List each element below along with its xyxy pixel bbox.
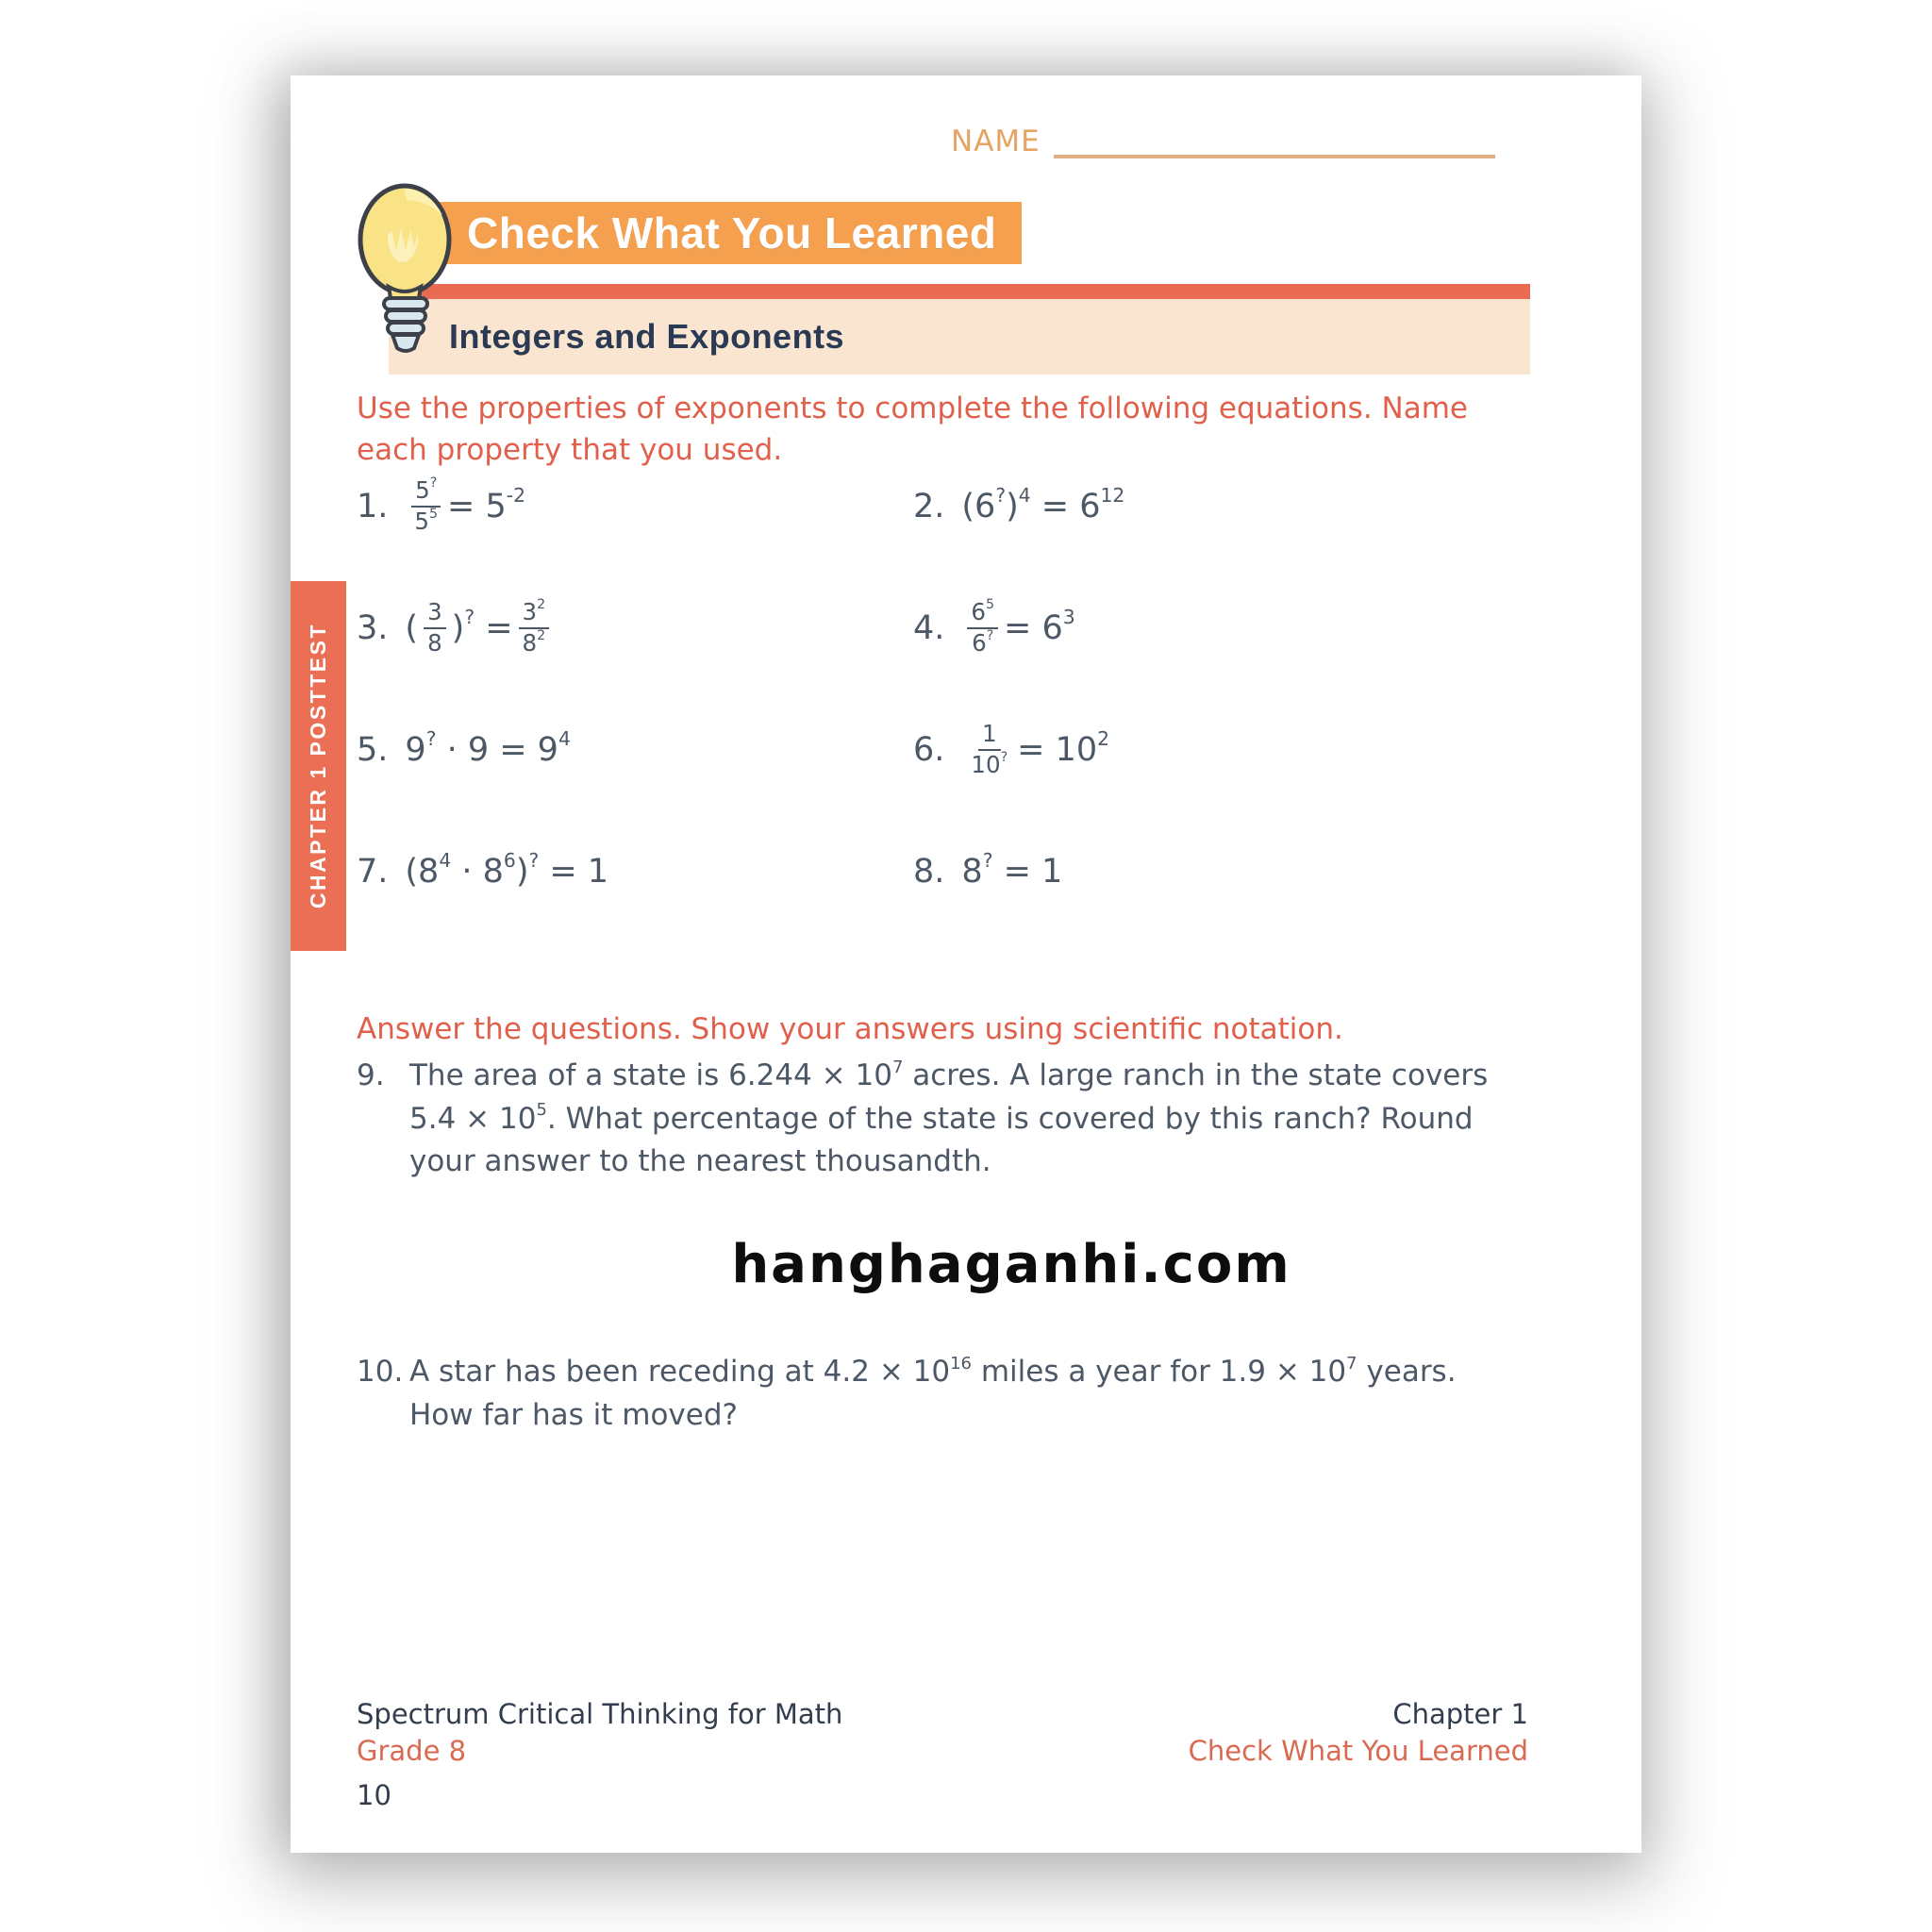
name-label: NAME xyxy=(951,125,1041,158)
equation-problem xyxy=(913,848,1536,891)
problems-grid xyxy=(357,445,1536,932)
word-problem-text: A star has been receding at $4.2 \times 10^{16}$ miles a year for $1.9 \times 10^7$ years. How far has it moved? xyxy=(409,1353,1457,1432)
equation: $(6^?)^4 = 6^{12}$ xyxy=(961,483,1125,525)
lightbulb-icon xyxy=(357,181,457,375)
equation-problem xyxy=(357,726,913,769)
equation: $\frac{5^?}{5^5}$ = $5^{-2}$ xyxy=(405,477,525,536)
word-problem-10 xyxy=(357,1351,1503,1437)
equation: $(8^4 \cdot 8^6)^? = 1$ xyxy=(405,848,609,891)
footer-chapter: Chapter 1 xyxy=(1392,1698,1528,1730)
problem-number: 4. xyxy=(913,608,945,647)
fraction: $\frac{3^2}{8^2}$ xyxy=(519,599,550,658)
divider-stripe xyxy=(415,284,1530,299)
problem-number: 7. xyxy=(357,852,389,891)
problem-number: 9. xyxy=(357,1058,385,1092)
footer-series-title: Spectrum Critical Thinking for Math xyxy=(357,1698,843,1730)
name-field-row xyxy=(951,125,1555,158)
equation-problem xyxy=(913,721,1536,779)
problem-number: 8. xyxy=(913,852,945,891)
watermark-text: hanghaganhi.com xyxy=(731,1234,1291,1295)
equation: $\frac{1}{10^?}$ = $10^2$ xyxy=(961,721,1109,779)
page-number: 10 xyxy=(357,1779,391,1811)
chapter-posttest-tab-label: CHAPTER 1 POSTTEST xyxy=(306,623,330,909)
fraction: $\frac{1}{10^?}$ xyxy=(971,719,1008,778)
instructions-scientific-notation: Answer the questions. Show your answers using scientific notation. xyxy=(357,1012,1343,1046)
subtitle-bar xyxy=(389,299,1530,375)
equation: ( $\frac{3}{8}$ )? = $\frac{3^2}{8^2}$ xyxy=(405,599,555,658)
footer-chapter-title: Check What You Learned xyxy=(1188,1735,1528,1768)
equation-problem xyxy=(357,848,913,891)
fraction: $\frac{5^?}{5^5}$ xyxy=(410,477,441,536)
page-title: Check What You Learned xyxy=(467,208,997,258)
worksheet-page xyxy=(291,75,1641,1853)
problem-number: 1. xyxy=(357,487,389,525)
equation: $\frac{6^5}{6^?}$ = $6^3$ xyxy=(961,599,1074,658)
name-blank-line xyxy=(1054,126,1495,158)
equation-problem xyxy=(913,483,1536,525)
footer-book-info xyxy=(357,1696,842,1770)
instructions-exponents: Use the properties of exponents to complete the following equations. Name each property that you used. xyxy=(357,391,1468,468)
problem-number: 6. xyxy=(913,730,945,769)
problem-number: 2. xyxy=(913,487,945,525)
footer-chapter-info xyxy=(1189,1696,1528,1770)
problem-number: 10. xyxy=(357,1355,404,1389)
equation: 8? = 1 xyxy=(961,848,1063,891)
footer-grade: Grade 8 xyxy=(357,1735,467,1768)
word-problem-text: The area of a state is $6.244 \times 10^7$ acres. A large ranch in the state covers $5.4 \times 10^5$. What percentage of the state is covered by this ranch? Round your answer to the nearest thousandth. xyxy=(409,1057,1489,1179)
word-problem-9 xyxy=(357,1055,1503,1184)
equation-problem xyxy=(357,477,913,536)
fraction: $\frac{6^5}{6^?}$ xyxy=(967,599,998,658)
equation-problem xyxy=(357,599,913,658)
chapter-posttest-tab xyxy=(291,581,346,951)
fraction: $\frac{3}{8}$ xyxy=(424,599,446,658)
problem-number: 5. xyxy=(357,730,389,769)
equation: $9^? \cdot 9 = 9^4$ xyxy=(405,726,571,769)
section-title-bar xyxy=(429,202,1022,264)
equation-problem xyxy=(913,599,1536,658)
problem-number: 3. xyxy=(357,608,389,647)
lesson-subtitle: Integers and Exponents xyxy=(449,317,845,356)
